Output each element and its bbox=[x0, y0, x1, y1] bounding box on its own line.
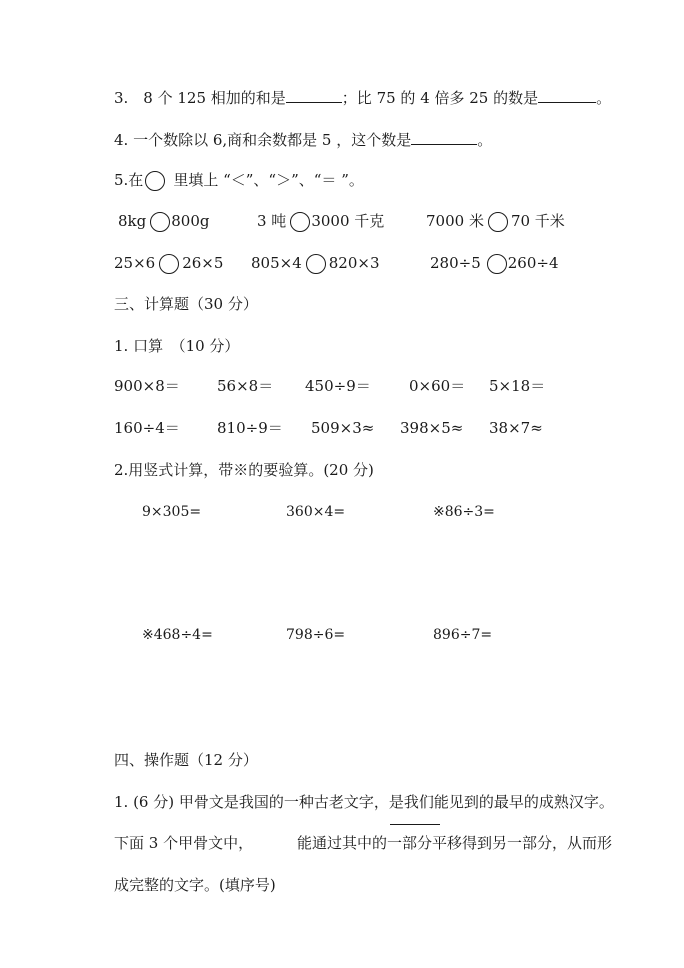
operation-q1-line: 成完整的文字。(填序号) bbox=[114, 876, 276, 894]
q3-mid: ；比 75 的 4 倍多 25 的数是 bbox=[341, 89, 539, 107]
vertical-problem: 798÷6= bbox=[286, 627, 346, 643]
compare-left: 25×6 bbox=[114, 254, 156, 272]
operation-q1-line: 1. (6 分) 甲骨文是我国的一种古老文字，是我们能见到的最早的成熟汉字。 bbox=[114, 793, 614, 811]
oral-calc-title: 1. 口算 （10 分） bbox=[114, 337, 240, 355]
compare-left: 805×4 bbox=[251, 254, 302, 272]
oral-problem: 56×8＝ bbox=[217, 377, 274, 395]
vertical-calc-title: 2.用竖式计算，带※的要验算。(20 分) bbox=[114, 461, 374, 479]
operation-q1-line: 能通过其中的一部分平移得到另一部分，从而形 bbox=[297, 834, 613, 852]
compare-right: 70 千米 bbox=[510, 212, 565, 230]
vertical-problem: 9×305= bbox=[142, 504, 202, 520]
q4-text: 4. 一个数除以 6,商和余数都是 5 ，这个数是 bbox=[114, 131, 412, 149]
compare-left: 280÷5 bbox=[430, 254, 481, 272]
oral-problem: 38×7≈ bbox=[489, 419, 543, 437]
compare-left: 8kg bbox=[118, 212, 147, 230]
vertical-problem: 360×4= bbox=[286, 504, 346, 520]
compare-circle[interactable] bbox=[306, 254, 326, 274]
compare-item bbox=[426, 211, 565, 232]
oral-problem: 450÷9＝ bbox=[305, 377, 371, 395]
compare-right: 800g bbox=[171, 212, 210, 230]
q4-end: 。 bbox=[477, 131, 493, 149]
compare-circle[interactable] bbox=[488, 212, 508, 232]
answer-blank[interactable] bbox=[411, 130, 477, 145]
compare-right: 820×3 bbox=[328, 254, 380, 272]
compare-item bbox=[430, 253, 559, 274]
question-5 bbox=[114, 170, 364, 191]
compare-right: 260÷4 bbox=[507, 254, 559, 272]
compare-right: 26×5 bbox=[182, 254, 224, 272]
compare-item bbox=[114, 253, 223, 274]
compare-circle[interactable] bbox=[150, 212, 170, 232]
compare-item bbox=[251, 253, 380, 274]
section-4-title: 四、操作题（12 分） bbox=[114, 751, 258, 769]
q5-prefix: 5.在 bbox=[114, 171, 144, 189]
operation-q1-line: 下面 3 个甲骨文中， bbox=[114, 834, 254, 852]
compare-circle[interactable] bbox=[487, 254, 507, 274]
oral-problem: 810÷9＝ bbox=[217, 419, 283, 437]
oral-problem: 398×5≈ bbox=[400, 419, 464, 437]
compare-right: 3000 千克 bbox=[311, 212, 385, 230]
compare-item bbox=[118, 211, 209, 232]
answer-blank[interactable] bbox=[538, 88, 596, 103]
oral-problem: 5×18＝ bbox=[489, 377, 546, 395]
oral-problem: 160÷4＝ bbox=[114, 419, 180, 437]
answer-blank[interactable] bbox=[286, 88, 342, 103]
compare-item bbox=[257, 211, 384, 232]
vertical-problem: 896÷7= bbox=[433, 627, 493, 643]
compare-circle[interactable] bbox=[290, 212, 310, 232]
circle-icon bbox=[145, 171, 165, 191]
question-3 bbox=[114, 88, 611, 108]
compare-left: 3 吨 bbox=[257, 212, 287, 230]
section-3-title: 三、计算题（30 分） bbox=[114, 295, 258, 313]
q3-prefix: 3. 8 个 125 相加的和是 bbox=[114, 89, 286, 107]
question-4 bbox=[114, 130, 492, 150]
q5-instruction: 里填上 “＜”、“＞”、“＝ ”。 bbox=[173, 171, 364, 189]
answer-blank-line[interactable] bbox=[390, 824, 440, 825]
q3-end: 。 bbox=[596, 89, 612, 107]
oral-problem: 0×60＝ bbox=[409, 377, 466, 395]
vertical-problem: ※468÷4= bbox=[142, 627, 213, 643]
vertical-problem: ※86÷3= bbox=[433, 504, 495, 520]
oral-problem: 509×3≈ bbox=[311, 419, 375, 437]
compare-left: 7000 米 bbox=[426, 212, 484, 230]
oral-problem: 900×8＝ bbox=[114, 377, 180, 395]
compare-circle[interactable] bbox=[159, 254, 179, 274]
